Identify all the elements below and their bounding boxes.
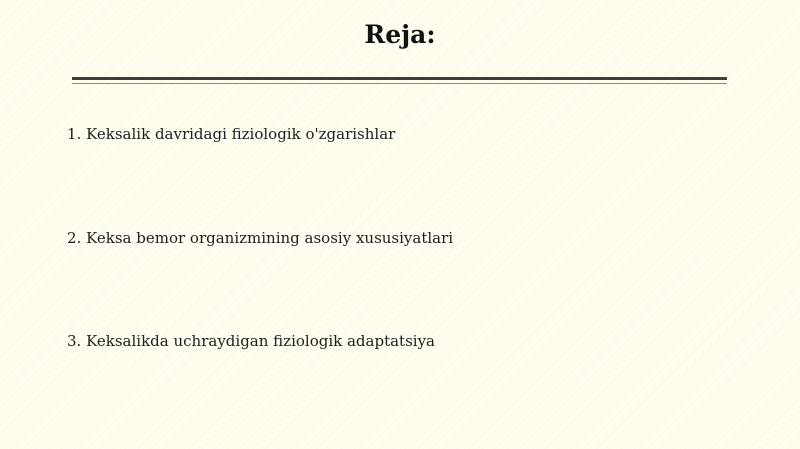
plan-item-1: 1. Keksalik davridagi fiziologik o'zgarishlar xyxy=(67,125,396,143)
slide-title: Reja: xyxy=(364,20,436,49)
title-divider-thick xyxy=(72,77,727,80)
plan-item-3: 3. Keksalikda uchraydigan fiziologik adaptatsiya xyxy=(67,332,435,350)
title-divider-thin xyxy=(72,83,727,84)
plan-item-2: 2. Keksa bemor organizmining asosiy xususiyatlari xyxy=(67,229,454,247)
